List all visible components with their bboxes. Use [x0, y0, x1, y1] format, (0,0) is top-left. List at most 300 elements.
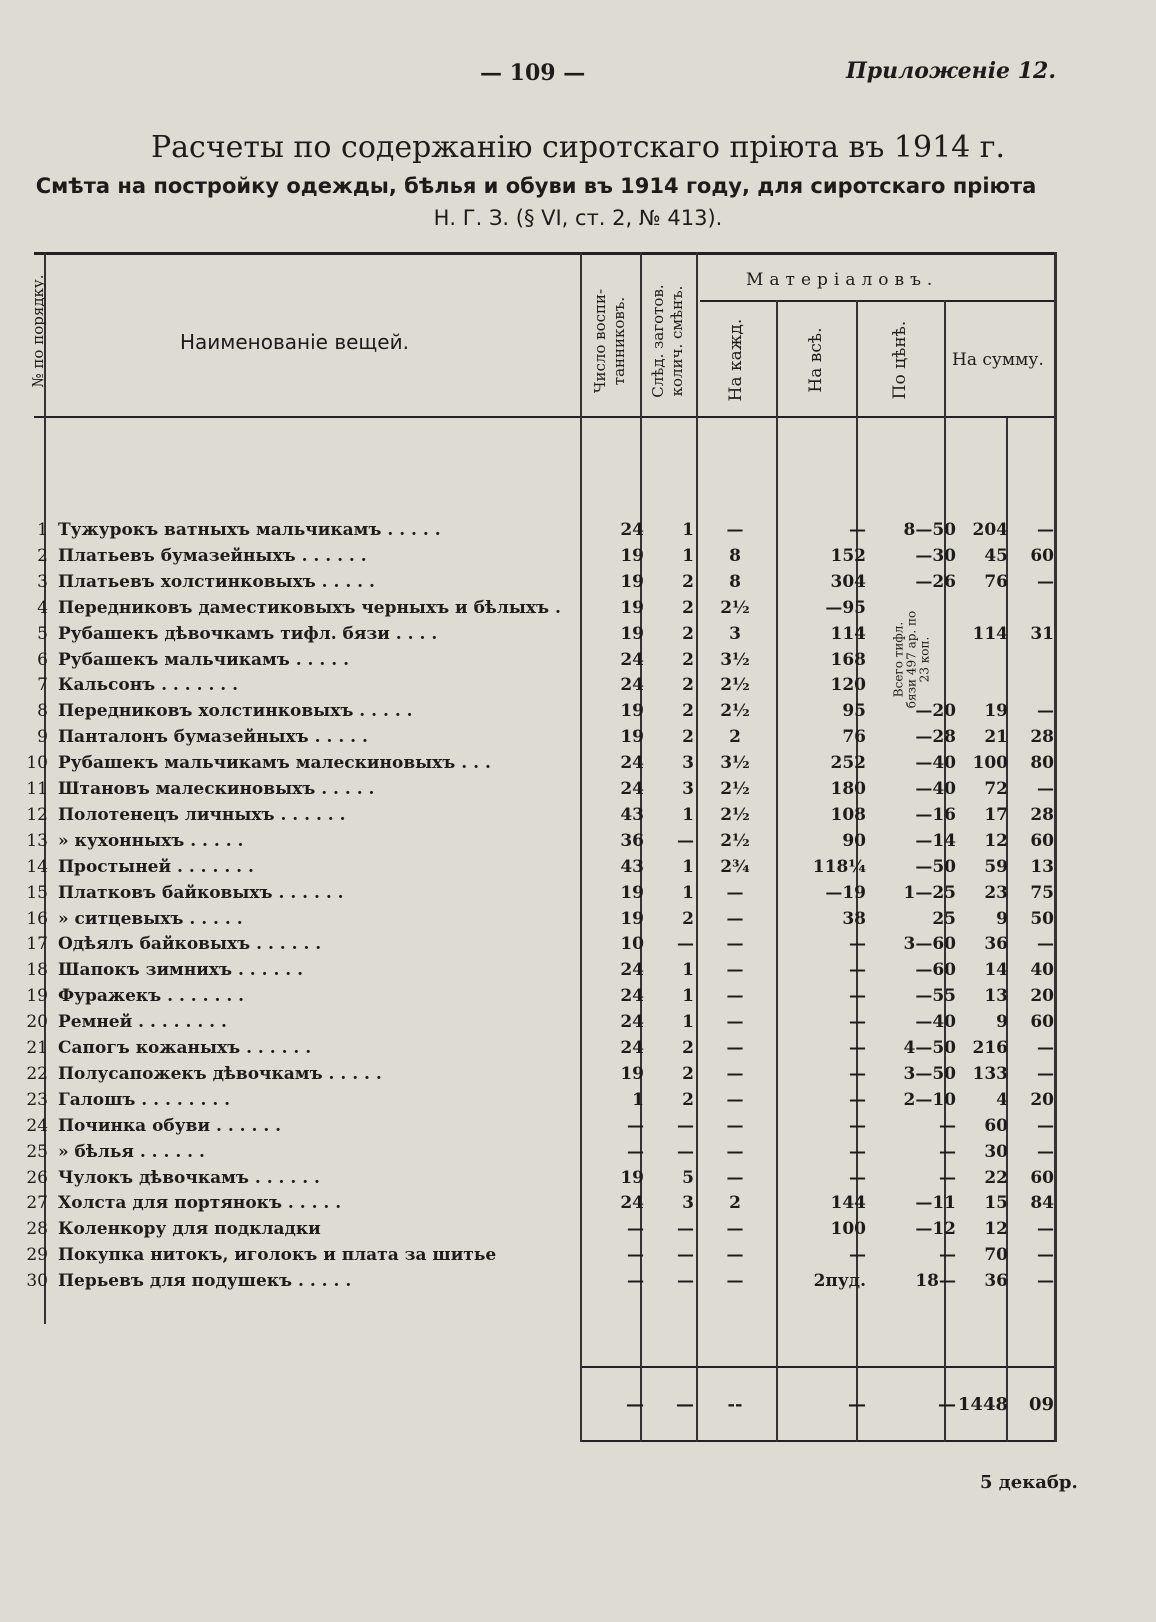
cell-name: Сапогъ кожаныхъ . . . . . .: [58, 1038, 312, 1058]
table-row: [0, 1217, 1156, 1243]
col-header-each: На кажд.: [726, 318, 746, 402]
cell-all: 76: [842, 727, 866, 748]
cell-name: » ситцевыхъ . . . . .: [58, 908, 243, 929]
cell-pupils: —: [627, 1219, 644, 1240]
cell-rub: 15: [984, 1193, 1008, 1214]
cell-rub: 216: [972, 1038, 1008, 1058]
cell-kop: 20: [1030, 986, 1054, 1007]
cell-pupils: 24: [620, 649, 644, 670]
cell-qty: 2: [682, 727, 694, 748]
cell-price: —55: [915, 986, 956, 1007]
cell-name: Коленкору для подкладки: [58, 1219, 321, 1240]
cell-name: Платьевъ холстинковыхъ . . . . .: [58, 571, 375, 592]
cell-name: Панталонъ бумазейныхъ . . . . .: [58, 727, 368, 748]
cell-each: —: [726, 1038, 744, 1058]
cell-n: 9: [37, 727, 48, 748]
footer-date: 5 декабр.: [980, 1472, 1078, 1493]
cell-n: 20: [26, 1012, 48, 1033]
cell-all: 118¼: [812, 856, 866, 877]
cell-n: 4: [37, 597, 48, 618]
cell-pupils: —: [627, 1115, 644, 1136]
cell-price: —: [939, 1141, 956, 1162]
table-row: [0, 984, 1156, 1010]
cell-each: 3½: [720, 753, 750, 774]
cell-name: Рубашекъ мальчикамъ малескиновыхъ . . .: [58, 753, 491, 774]
cell-pupils: 19: [620, 1063, 644, 1084]
table-row: [0, 725, 1156, 751]
cell-pupils: 24: [620, 986, 644, 1007]
table-row: [0, 673, 1156, 699]
cell-each: —: [726, 1245, 744, 1266]
cell-all: —: [849, 986, 866, 1007]
cell-price: —20: [915, 701, 956, 722]
cell-price: 18—: [915, 1271, 956, 1292]
cell-each: —: [726, 1012, 744, 1033]
table-row: [0, 1140, 1156, 1166]
cell-kop: —: [1037, 1115, 1054, 1136]
cell-all: 144: [830, 1193, 866, 1214]
table-row: [0, 881, 1156, 907]
cell-qty: 2: [682, 597, 694, 618]
cell-rub: 100: [972, 753, 1008, 774]
cell-n: 28: [26, 1219, 48, 1240]
cell-pupils: —: [627, 1141, 644, 1162]
cell-kop: 40: [1030, 960, 1054, 981]
cell-n: 5: [37, 623, 48, 644]
cell-name: Одѣялъ байковыхъ . . . . . .: [58, 934, 322, 955]
cell-price: 25: [932, 908, 956, 929]
cell-rub: 72: [984, 779, 1008, 799]
cell-n: 16: [26, 908, 48, 929]
cell-kop: 28: [1030, 727, 1054, 748]
cell-kop: 84: [1030, 1193, 1054, 1214]
cell-price: —12: [915, 1219, 956, 1240]
cell-all: —95: [825, 597, 866, 618]
cell-qty: 1: [682, 545, 694, 566]
table-row: [0, 699, 1156, 725]
cell-qty: 2: [682, 1063, 694, 1084]
cell-kop: 13: [1030, 856, 1054, 877]
table-bottom-rule: [580, 1440, 1056, 1442]
cell-each: 8: [729, 571, 741, 592]
subtitle-line-2: Н. Г. З. (§ VI, ст. 2, № 413).: [433, 206, 723, 230]
cell-rub: 9: [996, 1012, 1008, 1033]
table-row: [0, 1010, 1156, 1036]
cell-qty: —: [677, 1115, 694, 1136]
cell-name: Чулокъ дѣвочкамъ . . . . . .: [58, 1167, 320, 1188]
col-header-pupils: Число воспи- танниковъ.: [591, 288, 628, 394]
cell-each: 2½: [720, 701, 750, 722]
cell-each: 2½: [720, 804, 750, 825]
cell-kop: —: [1037, 520, 1054, 540]
col-header-qty: Слѣд. заготов. колич. смѣнъ.: [649, 284, 686, 398]
table-row: [0, 958, 1156, 984]
table-row: [0, 1243, 1156, 1269]
cell-kop: —: [1037, 779, 1054, 799]
cell-name: Починка обуви . . . . . .: [58, 1115, 282, 1136]
cell-pupils: 24: [620, 1038, 644, 1058]
cell-price: —60: [915, 960, 956, 981]
cell-rub: 36: [984, 1271, 1008, 1292]
cell-qty: 1: [682, 986, 694, 1007]
col-header-price: По цѣнѣ.: [890, 320, 910, 400]
cell-rub: 9: [996, 908, 1008, 929]
cell-price: 2—10: [903, 1089, 956, 1110]
table-row: [0, 1191, 1156, 1217]
cell-pupils: 10: [620, 934, 644, 955]
cell-qty: 1: [682, 856, 694, 877]
cell-each: 2: [729, 727, 741, 748]
cell-pupils: 24: [620, 1193, 644, 1214]
cell-pupils: 24: [620, 675, 644, 696]
cell-all: 90: [842, 830, 866, 851]
cell-name: Полусапожекъ дѣвочкамъ . . . . .: [58, 1063, 382, 1084]
cell-n: 24: [26, 1115, 48, 1136]
cell-qty: 2: [682, 649, 694, 670]
cell-n: 23: [26, 1089, 48, 1110]
cell-pupils: 24: [620, 779, 644, 799]
cell-n: 21: [26, 1038, 48, 1058]
cell-n: 13: [26, 830, 48, 851]
cell-price: —14: [915, 830, 956, 851]
cell-qty: 1: [682, 804, 694, 825]
cell-name: Передниковъ даместиковыхъ черныхъ и бѣлыхъ .: [58, 597, 561, 618]
cell-n: 11: [26, 779, 48, 799]
cell-rub: 19: [984, 701, 1008, 722]
cell-all: 114: [830, 623, 866, 644]
table-row: [0, 544, 1156, 570]
cell-price: —40: [915, 779, 956, 799]
cell-pupils: 1: [632, 1089, 644, 1110]
cell-rub: 4: [996, 1089, 1008, 1110]
cell-each: 2½: [720, 830, 750, 851]
cell-price: 3—50: [903, 1063, 956, 1084]
cell-each: —: [726, 960, 744, 981]
cell-rub: 45: [984, 545, 1008, 566]
cell-name: Тужурокъ ватныхъ мальчикамъ . . . . .: [58, 520, 441, 540]
cell-qty: —: [677, 934, 694, 955]
cell-each: 2: [729, 1193, 741, 1214]
col-header-name: Наименованіе вещей.: [180, 330, 409, 354]
cell-each: 2½: [720, 675, 750, 696]
cell-all: 108: [830, 804, 866, 825]
col-header-materials: Матеріаловъ.: [746, 270, 939, 290]
cell-name: Рубашекъ мальчикамъ . . . . .: [58, 649, 349, 670]
cell-qty: 3: [682, 779, 694, 799]
table-row: [0, 907, 1156, 933]
cell-n: 18: [26, 960, 48, 981]
cell-name: Платковъ байковыхъ . . . . . .: [58, 882, 344, 903]
cell-rub: 76: [984, 571, 1008, 592]
cell-n: 19: [26, 986, 48, 1007]
cell-all: —: [849, 1038, 866, 1058]
cell-kop: —: [1037, 1063, 1054, 1084]
table-row: [0, 1166, 1156, 1192]
cell-price: 1—25: [903, 882, 956, 903]
cell-pupils: —: [627, 1271, 644, 1292]
cell-n: 1: [37, 520, 48, 540]
table-row: [0, 622, 1156, 648]
cell-kop: —: [1037, 1245, 1054, 1266]
cell-name: Покупка нитокъ, иголокъ и плата за шитье: [58, 1245, 497, 1266]
cell-qty: 2: [682, 571, 694, 592]
cell-qty: 2: [682, 623, 694, 644]
cell-pupils: 19: [620, 597, 644, 618]
cell-rub: 59: [984, 856, 1008, 877]
cell-name: Полотенецъ личныхъ . . . . . .: [58, 804, 346, 825]
cell-each: —: [726, 1063, 744, 1084]
cell-each: —: [726, 1089, 744, 1110]
cell-all: —: [849, 1012, 866, 1033]
cell-all: 2пуд.: [813, 1271, 866, 1292]
cell-qty: 3: [682, 753, 694, 774]
cell-kop: 80: [1030, 753, 1054, 774]
page-number: — 109 —: [480, 60, 586, 86]
cell-pupils: 43: [620, 804, 644, 825]
cell-each: 3: [729, 623, 741, 644]
cell-price: 8—50: [903, 520, 956, 540]
total-price: —: [938, 1394, 956, 1415]
col-header-all: На всѣ.: [806, 327, 826, 393]
cell-pupils: 19: [620, 623, 644, 644]
table-row: [0, 596, 1156, 622]
cell-n: 26: [26, 1167, 48, 1188]
cell-pupils: 24: [620, 520, 644, 540]
table-row: [0, 829, 1156, 855]
cell-each: —: [726, 908, 744, 929]
cell-qty: 1: [682, 1012, 694, 1033]
total-rubles: 1448: [957, 1394, 1008, 1415]
cell-all: —19: [825, 882, 866, 903]
cell-rub: 13: [984, 986, 1008, 1007]
cell-n: 15: [26, 882, 48, 903]
cell-price: —30: [915, 545, 956, 566]
cell-name: » бѣлья . . . . . .: [58, 1141, 205, 1162]
cell-n: 25: [26, 1141, 48, 1162]
cell-name: Штановъ малескиновыхъ . . . . .: [58, 779, 375, 799]
cell-each: 3½: [720, 649, 750, 670]
cell-kop: —: [1037, 701, 1054, 722]
cell-all: —: [849, 1115, 866, 1136]
cell-rub: 12: [984, 1219, 1008, 1240]
table-row: [0, 855, 1156, 881]
table-row: [0, 1088, 1156, 1114]
cell-price: —40: [915, 753, 956, 774]
cell-n: 29: [26, 1245, 48, 1266]
cell-each: 2½: [720, 597, 750, 618]
cell-pupils: 43: [620, 856, 644, 877]
table-row: [0, 1114, 1156, 1140]
total-each: --: [727, 1394, 743, 1415]
cell-each: —: [726, 1167, 744, 1188]
cell-rub: 133: [972, 1063, 1008, 1084]
cell-qty: 2: [682, 1089, 694, 1110]
cell-kop: 28: [1030, 804, 1054, 825]
cell-rub: 17: [984, 804, 1008, 825]
cell-kop: —: [1037, 1219, 1054, 1240]
cell-qty: —: [677, 1141, 694, 1162]
total-all: —: [848, 1394, 866, 1415]
cell-kop: 60: [1030, 1167, 1054, 1188]
cell-all: 95: [842, 701, 866, 722]
cell-qty: —: [677, 1245, 694, 1266]
table-row: [0, 518, 1156, 544]
merged-note: Всего тифл. бязи 497 ар. по 23 коп.: [891, 610, 932, 709]
col-header-number: № по порядку.: [29, 274, 47, 388]
cell-n: 2: [37, 545, 48, 566]
cell-pupils: 24: [620, 1012, 644, 1033]
cell-all: 100: [830, 1219, 866, 1240]
cell-each: —: [726, 934, 744, 955]
table-row: [0, 570, 1156, 596]
cell-price: 3—60: [903, 934, 956, 955]
cell-price: —: [939, 1167, 956, 1188]
cell-each: —: [726, 986, 744, 1007]
cell-pupils: 19: [620, 908, 644, 929]
cell-rub: 21: [984, 727, 1008, 748]
cell-name: Фуражекъ . . . . . . .: [58, 986, 245, 1007]
total-qty: —: [676, 1394, 694, 1415]
cell-price: —50: [915, 856, 956, 877]
cell-rub: 36: [984, 934, 1008, 955]
cell-name: Простыней . . . . . . .: [58, 856, 254, 877]
cell-n: 14: [26, 856, 48, 877]
cell-name: Платьевъ бумазейныхъ . . . . . .: [58, 545, 367, 566]
cell-qty: —: [677, 1271, 694, 1292]
cell-all: 180: [830, 779, 866, 799]
cell-kop: 31: [1030, 623, 1054, 644]
cell-all: —: [849, 1141, 866, 1162]
cell-qty: 3: [682, 1193, 694, 1214]
cell-pupils: 19: [620, 1167, 644, 1188]
table-row: [0, 777, 1156, 803]
cell-qty: —: [677, 830, 694, 851]
cell-pupils: 24: [620, 960, 644, 981]
materials-rule: [700, 300, 1056, 302]
cell-all: 152: [830, 545, 866, 566]
cell-price: —: [939, 1245, 956, 1266]
cell-qty: 2: [682, 701, 694, 722]
cell-price: —40: [915, 1012, 956, 1033]
cell-name: Шапокъ зимнихъ . . . . . .: [58, 960, 304, 981]
cell-n: 10: [26, 753, 48, 774]
cell-all: 120: [830, 675, 866, 696]
cell-price: 4—50: [903, 1038, 956, 1058]
cell-kop: 75: [1030, 882, 1054, 903]
cell-price: —16: [915, 804, 956, 825]
cell-each: —: [726, 520, 744, 540]
table-top-rule: [34, 252, 1056, 255]
cell-name: Холста для портянокъ . . . . .: [58, 1193, 342, 1214]
cell-pupils: 24: [620, 753, 644, 774]
cell-price: —: [939, 1115, 956, 1136]
cell-kop: 60: [1030, 1012, 1054, 1033]
cell-pupils: 19: [620, 882, 644, 903]
cell-rub: 23: [984, 882, 1008, 903]
cell-pupils: 36: [620, 830, 644, 851]
table-row: [0, 648, 1156, 674]
cell-kop: 20: [1030, 1089, 1054, 1110]
cell-pupils: 19: [620, 571, 644, 592]
cell-all: —: [849, 934, 866, 955]
cell-pupils: 19: [620, 727, 644, 748]
cell-each: —: [726, 1141, 744, 1162]
cell-qty: —: [677, 1219, 694, 1240]
cell-rub: 70: [984, 1245, 1008, 1266]
cell-all: —: [849, 1245, 866, 1266]
col-header-sum: На сумму.: [952, 350, 1044, 370]
cell-n: 27: [26, 1193, 48, 1214]
total-rule: [580, 1366, 1056, 1368]
table-row: [0, 1062, 1156, 1088]
cell-name: Передниковъ холстинковыхъ . . . . .: [58, 701, 413, 722]
cell-price: —26: [915, 571, 956, 592]
cell-all: —: [849, 1089, 866, 1110]
cell-all: —: [849, 520, 866, 540]
cell-rub: 204: [972, 520, 1008, 540]
subtitle-line-1: Смѣта на постройку одежды, бѣлья и обуви въ 1914 году, для сиротскаго пріюта: [35, 174, 1037, 198]
table-row: [0, 932, 1156, 958]
cell-all: 252: [830, 753, 866, 774]
cell-rub: 22: [984, 1167, 1008, 1188]
cell-rub: 12: [984, 830, 1008, 851]
cell-rub: 30: [984, 1141, 1008, 1162]
cell-name: Рубашекъ дѣвочкамъ тифл. бязи . . . .: [58, 623, 438, 644]
cell-n: 6: [37, 649, 48, 670]
cell-n: 17: [26, 934, 48, 955]
cell-name: » кухонныхъ . . . . .: [58, 830, 244, 851]
appendix-label: Приложеніе 12.: [846, 58, 1056, 84]
cell-name: Перьевъ для подушекъ . . . . .: [58, 1271, 352, 1292]
table-row: [0, 751, 1156, 777]
cell-price: —28: [915, 727, 956, 748]
cell-qty: 2: [682, 675, 694, 696]
cell-kop: —: [1037, 1038, 1054, 1058]
cell-kop: —: [1037, 571, 1054, 592]
cell-kop: —: [1037, 1271, 1054, 1292]
cell-rub: 114: [972, 623, 1008, 644]
cell-qty: 1: [682, 520, 694, 540]
cell-price: —11: [915, 1193, 956, 1214]
cell-qty: 2: [682, 908, 694, 929]
cell-each: —: [726, 1219, 744, 1240]
cell-each: —: [726, 882, 744, 903]
table-row: [0, 1269, 1156, 1295]
cell-all: 304: [830, 571, 866, 592]
cell-pupils: 19: [620, 545, 644, 566]
cell-kop: —: [1037, 934, 1054, 955]
cell-qty: 1: [682, 882, 694, 903]
cell-kop: 60: [1030, 830, 1054, 851]
cell-each: 8: [729, 545, 741, 566]
cell-each: —: [726, 1115, 744, 1136]
total-pupils: —: [626, 1394, 644, 1415]
cell-qty: 1: [682, 960, 694, 981]
table-row: [0, 803, 1156, 829]
cell-n: 22: [26, 1063, 48, 1084]
cell-rub: 60: [984, 1115, 1008, 1136]
cell-n: 3: [37, 571, 48, 592]
cell-each: 2¾: [720, 856, 750, 877]
total-kopeks: 09: [1028, 1394, 1054, 1415]
cell-name: Кальсонъ . . . . . . .: [58, 675, 239, 696]
cell-all: —: [849, 1167, 866, 1188]
cell-qty: 2: [682, 1038, 694, 1058]
page-title: Расчеты по содержанію сиротскаго пріюта въ 1914 г.: [150, 130, 1006, 165]
cell-n: 8: [37, 701, 48, 722]
cell-kop: 50: [1030, 908, 1054, 929]
cell-kop: 60: [1030, 545, 1054, 566]
